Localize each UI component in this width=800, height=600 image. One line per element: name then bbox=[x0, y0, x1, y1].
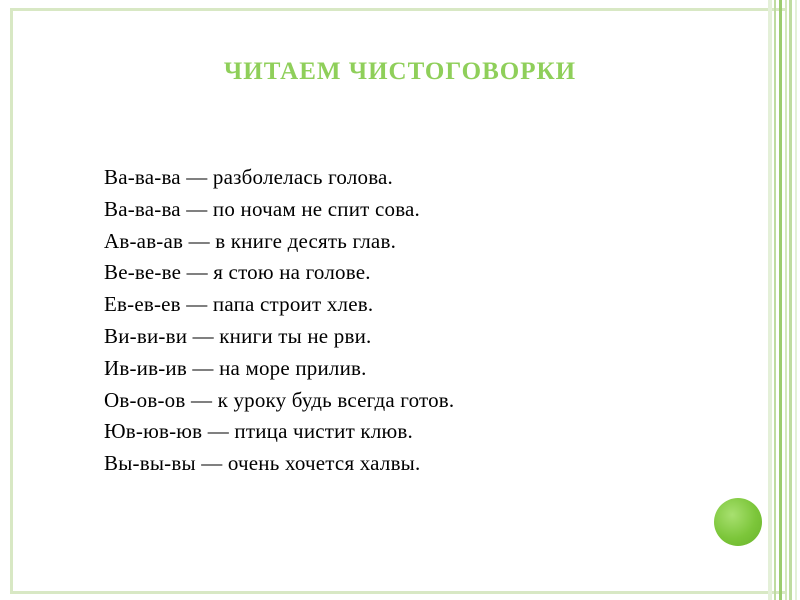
list-item: Ве-ве-ве — я стою на голове. bbox=[104, 260, 371, 285]
decorative-green-circle bbox=[714, 498, 762, 546]
stripe bbox=[789, 0, 792, 600]
list-item: Вы-вы-вы — очень хочется халвы. bbox=[104, 451, 421, 476]
list-item: Ва-ва-ва — разболелась голова. bbox=[104, 165, 394, 189]
list-item: Юв-юв-юв — птица чистит клюв. bbox=[104, 419, 413, 444]
stripe bbox=[768, 0, 772, 600]
list-item: Ав-ав-ав — в книге десять глав. bbox=[104, 228, 397, 253]
list-item: Ев-ев-ев — папа строит хлев. bbox=[104, 292, 374, 317]
decorative-side-stripes bbox=[766, 0, 800, 600]
stripe bbox=[774, 0, 776, 600]
list-item: Ов-ов-ов — к уроку будь всегда готов. bbox=[104, 387, 455, 412]
stripe bbox=[795, 0, 797, 600]
list-item: Ив-ив-ив — на море прилив. bbox=[104, 355, 367, 380]
stripe bbox=[779, 0, 782, 600]
slide-title: ЧИТАЕМ ЧИСТОГОВОРКИ bbox=[223, 58, 577, 85]
stripe bbox=[785, 0, 787, 600]
list-item: Ви-ви-ви — книги ты не рви. bbox=[104, 323, 372, 348]
list-item: Ва-ва-ва — по ночам не спит сова. bbox=[104, 196, 421, 221]
tongue-twister-list bbox=[104, 162, 454, 480]
